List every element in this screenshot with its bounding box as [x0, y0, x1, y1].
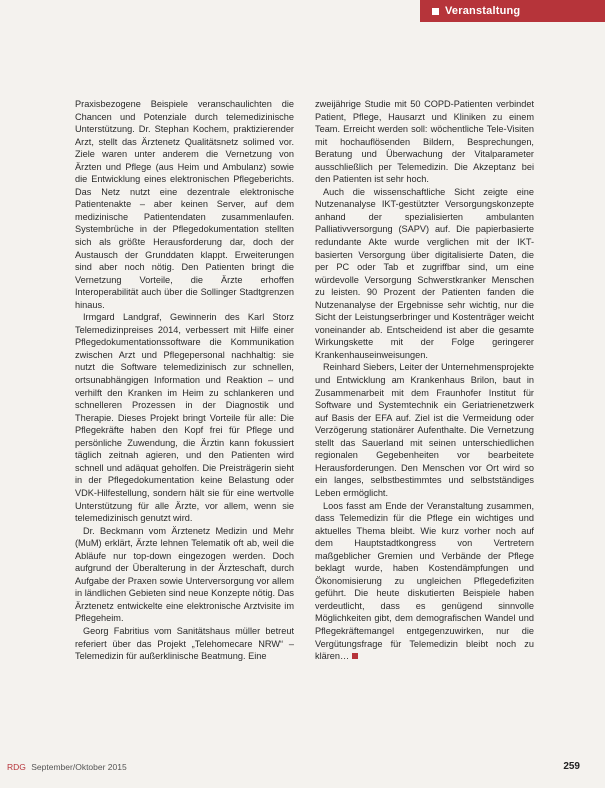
page-number: 259: [563, 761, 580, 772]
footer-journal: [7, 762, 127, 772]
article-column-left: [75, 98, 294, 663]
journal-name: RDG: [7, 762, 26, 772]
paragraph: Auch die wissenschaftliche Sicht zeigte eine Nutzenanalyse IKT-gestützter Versorgungskonzepte anhand der spezialisierten ambulanten Palliativversorgung (SAPV) auf. Die papierbasierte redundante Akte wurde verglichen mit der IKT-basierten Versorgung über digitalisierte Daten, die per PC oder Tab et zugriffbar sind, um eine würdevolle Versorgung Schwerstkranker Menschen zu leisten. 90 Prozent der Patienten fanden die Nutzenanalyse der Ergebnisse sehr wichtig, nur die Sicht der Leistungserbringer und Kostenträger weicht voneinander ab. Entscheidend ist aber die gesamte Wirkungskette mit der Folge geringerer Krankenhauseinweisungen.: [315, 186, 534, 360]
paragraph: Praxisbezogene Beispiele veranschaulichten die Chancen und Potenziale durch telemedizinische Unterstützung. Dr. Stephan Kochem, praktizierender Arzt, stellt das Ärztenetz Qualitätsnetz solimed vor. Ziele waren unter anderem die Vernetzung von Ärzten und Pflege (aus Heim und Ambulanz) sowie die Entwicklung eines elektronischen Pflegeberichts. Das Netz nutzt eine dezentrale elektronische Patientenakte – aber keinen Server, auf dem medizinische Patientendaten zusammenlaufen. Systembrüche in der Pflegedokumentation stellten sich als größte Herausforderung dar, doch der Austausch der Grunddaten klappt. Erweiterungen sind aber noch nötig. Den Patienten bringt die Vernetzung Vorteile, die Ärzte erhoffen Interoperabilität auch über die Sollinger Stadtgrenzen hinaus.: [75, 99, 294, 310]
paragraph-text: Loos fasst am Ende der Veranstaltung zusammen, dass Telemedizin für die Pflege ein wichtiges und aktuelles Thema bleibt. Wie kurz vorher noch auf dem Hauptstadtkongress von Vertretern maßgeblicher Gremien und Verbände der Pflege beklagt wurde, haben Kostendämpfungen und Ökonomisierung zu ungleichen Pflegedefiziten geführt. Die heute diskutierten Beispiele haben verdeutlicht, dass es genügend sinnvolle Möglichkeiten gibt, dem demografischen Wandel und Pflegekräftemangel entgegenzuwirken, nur die Vergütungsfrage für Telemedizin bleibt noch zu klären…: [315, 500, 534, 662]
page-footer: [0, 762, 605, 774]
article-end-icon: [352, 653, 358, 659]
issue-date: September/Oktober 2015: [31, 762, 127, 772]
section-header: [420, 0, 605, 22]
article-column-right: [315, 98, 534, 663]
square-bullet-icon: [432, 8, 439, 15]
paragraph: Reinhard Siebers, Leiter der Unternehmensprojekte und Entwicklung am Krankenhaus Brilon, baut in Zusammenarbeit mit dem Fraunhofer Institut für Software und Systemtechnik ein Geriatrienetzwerk auf Basis der EFA auf. Ziel ist die Vermeidung oder Verzögerung stationärer Aufenthalte. Die Vernetzung stellt das Sauerland mit seinen unterschiedlichen regionalen Gegebenheiten vor bearbeitete Herausforderungen. Den Menschen vor Ort wird so ein langes, selbstbestimmtes und selbstständiges Leben ermöglicht.: [315, 362, 534, 498]
paragraph: Dr. Beckmann vom Ärztenetz Medizin und Mehr (MuM) erklärt, Ärzte lehnen Telematik oft ab, weil die Abläufe nur top-down eingezogen werden. Doch aufgrund der Überalterung in der Ärzteschaft, durch Aufgabe der Praxen sowie Unterversorgung vor allem in ländlichen Gebieten sind neue Konzepte nötig. Das Ärztenetz entwickelte eine elektronische Arztvisite im Pflegeheim.: [75, 525, 294, 624]
section-label: Veranstaltung: [445, 5, 521, 17]
paragraph: zweijährige Studie mit 50 COPD-Patienten verbindet Patient, Pflege, Hausarzt und Kliniken zu einem Team. Erreicht werden soll: wöchentliche Tele-Visiten mit hochauflösenden Bildern, Besprechungen, Beratung und Überwachung der Vitalparameter ausschließlich per Telemedizin. Die Akzeptanz bei den Patienten ist sehr hoch.: [315, 99, 534, 185]
paragraph-last: [315, 500, 534, 663]
paragraph: Irmgard Landgraf, Gewinnerin des Karl Storz Telemedizinpreises 2014, verbessert mit Hilfe einer Pflegedokumentationssoftware die Kommunikation zwischen Arzt und Pflegepersonal nachhaltig: sie nutzt die Software telemedizinisch zur schnellen, ortsunabhängigen Information und Reaktion – und verhilft den Kranken im Heim zu schlankeren und schnelleren Prozessen in der Diagnostik und Therapie. Dieses Projekt bringt Vorteile für alle: Die Pflegekräfte haben den Kopf frei für Pflege und persönliche Zuwendung, die Ärztin kann fokussiert täglich zeitnah agieren, und den Patienten wird schnell und adäquat geholfen. Die Preisträgerin sieht in der Pflegedokumentation keine Belastung oder VDK-Hilfestellung, sondern hält sie für eine wertvolle Unterstützung für alle Ärzte, vor allem, wenn sie telemedizinisch genutzt wird.: [75, 312, 294, 524]
paragraph: Georg Fabritius vom Sanitätshaus müller betreut referiert über das Projekt „Telehomecare NRW“ – Telemedizin für außerklinische Beatmung. Eine: [75, 625, 294, 662]
